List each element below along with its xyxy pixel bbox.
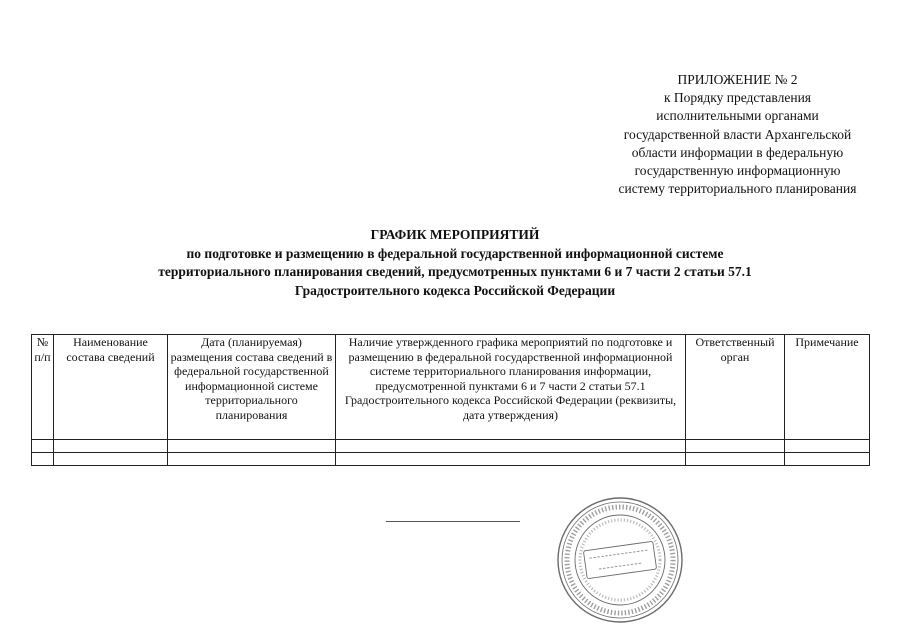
table-row [32, 440, 870, 453]
table-cell [32, 440, 54, 453]
document-heading [40, 226, 870, 300]
signature-line [386, 521, 520, 522]
column-header-schedule: Наличие утвержденного графика мероприятий по подготовке и размещению в федеральной государственной информационной системе территориального планирования информации, предусмотренной пунктами 6 и 7 части 2 статьи 57.1 Градостроительного кодекса Российской Федерации (реквизиты, дата утверждения) [336, 335, 686, 440]
appendix-line: систему территориального планирования [618, 181, 857, 197]
table-cell [54, 453, 168, 466]
table-header-row [32, 335, 870, 440]
table-cell [785, 453, 870, 466]
table-cell [168, 453, 336, 466]
table-cell [54, 440, 168, 453]
table-cell [336, 453, 686, 466]
column-header-responsible: Ответственный орган [686, 335, 785, 440]
table-cell [686, 440, 785, 453]
table-cell [686, 453, 785, 466]
document-subtitle-line: Градостроительного кодекса Российской Федерации [294, 282, 616, 298]
table-cell [785, 440, 870, 453]
column-header-name: Наименование состава сведений [54, 335, 168, 440]
appendix-block [585, 71, 890, 198]
appendix-line: области информации в федеральную [631, 144, 844, 160]
document-subtitle-line: территориального планирования сведений, предусмотренных пунктами 6 и 7 части 2 статьи 57.1 [158, 264, 752, 279]
appendix-line: ПРИЛОЖЕНИЕ № 2 [677, 72, 798, 87]
table-row [32, 453, 870, 466]
table-cell [336, 440, 686, 453]
appendix-line: исполнительными органами [656, 108, 819, 124]
schedule-table [31, 334, 870, 466]
column-header-number: № п/п [32, 335, 54, 440]
document-title: ГРАФИК МЕРОПРИЯТИЙ [370, 227, 540, 242]
column-header-note: Примечание [785, 335, 870, 440]
table-cell [32, 453, 54, 466]
appendix-line: государственную информационную [634, 163, 841, 179]
appendix-line: к Порядку представления [663, 90, 812, 106]
official-stamp [554, 494, 686, 626]
appendix-line: государственной власти Архангельской [623, 126, 852, 142]
column-header-date: Дата (планируемая) размещения состава сведений в федеральной государственной информационной системе территориального планирования [168, 335, 336, 440]
document-subtitle-line: по подготовке и размещению в федеральной государственной информационной системе [186, 245, 724, 261]
table-cell [168, 440, 336, 453]
